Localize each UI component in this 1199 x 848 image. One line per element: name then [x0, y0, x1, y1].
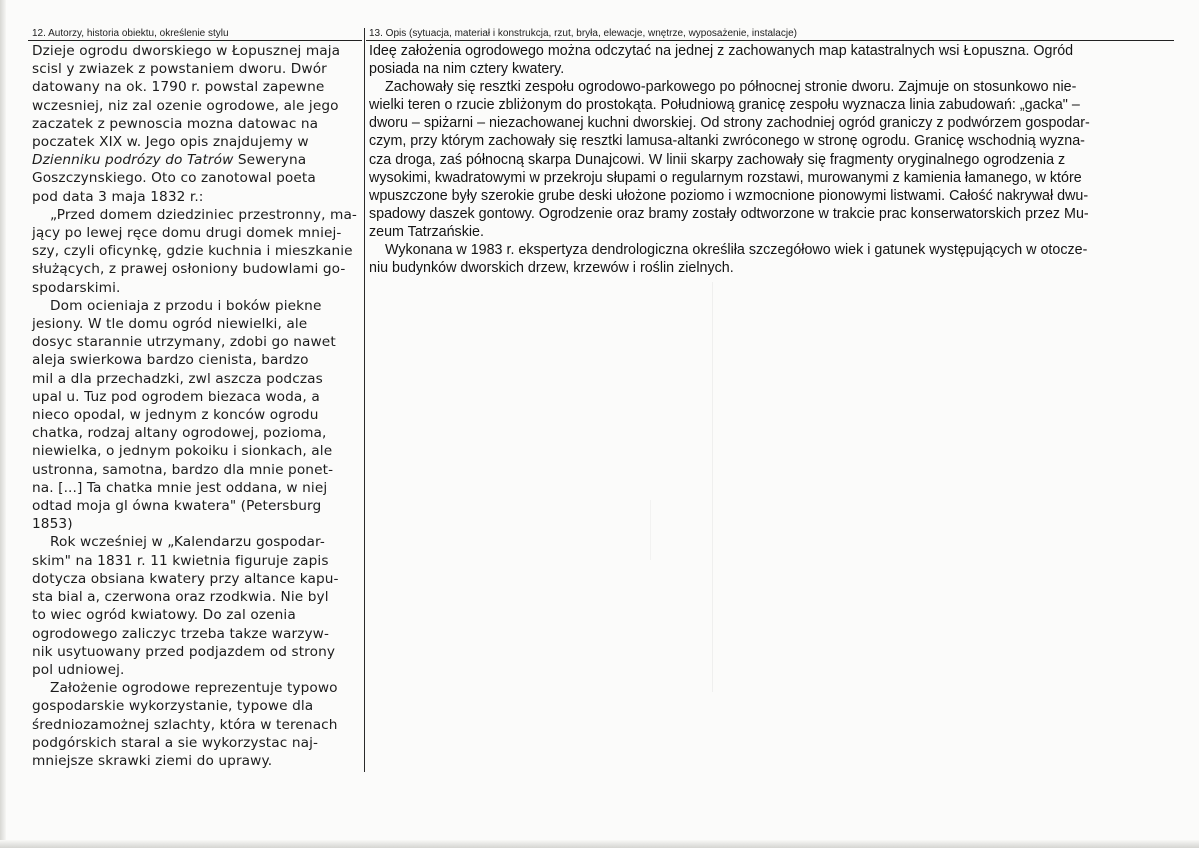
text-line: wczesniej, niz zal ozenie ogrodowe, ale jego — [32, 97, 339, 114]
text-line: spadowy daszek gontowy. Ogrodzenie oraz bramy zostały odtworzone w trakcie prac konserwatorskich przez Mu- — [369, 205, 1089, 222]
text-line — [32, 151, 362, 169]
book-title: Dzienniku podrózy do Tatrów — [32, 152, 234, 169]
text-line: wpuszczone były szerokie grube deski ułożone poziomo i wzmocnione pionowymi listwami. Całość nakrywał dwu- — [369, 187, 1089, 204]
text-line: służących, z prawej osłoniony budowlami go- — [32, 261, 346, 278]
description-section-body[interactable] — [366, 42, 1159, 277]
history-section — [28, 28, 362, 770]
text-line: skim" na 1831 r. 11 kwietnia figuruje zapis — [32, 552, 329, 569]
text-line: chatka, rodzaj altany ogrodowej, pozioma, — [32, 425, 327, 442]
text-line: datowany na ok. 1790 r. powstal zapewne — [32, 79, 325, 96]
text-line: Rok wcześniej w „Kalendarzu gospodar- — [50, 534, 325, 551]
text-line: Zachowały się resztki zespołu ogrodowo-parkowego po północnej stronie dworu. Zajmuje on stosunkowo nie- — [385, 79, 1077, 96]
text-line: spodarskimi. — [32, 279, 121, 296]
text-line: nik usytuowany przed podjazdem od strony — [32, 643, 336, 660]
text-line: mniejsze skrawki ziemi do uprawy. — [32, 752, 273, 769]
text-line: poczatek XIX w. Jego opis znajdujemy w — [32, 134, 309, 151]
text-line: mil a dla przechadzki, zwl aszcza podczas — [32, 370, 323, 387]
text-line: ustronna, samotna, bardzo dla mnie ponet- — [32, 461, 334, 478]
text-line: pol udniowej. — [32, 661, 125, 678]
text-line: aleja swierkowa bardzo cienista, bardzo — [32, 352, 309, 369]
text-line: podgórskich staral a sie wykorzystac naj- — [32, 734, 319, 751]
text-line: to wiec ogród kwiatowy. Do zal ozenia — [32, 607, 296, 624]
text-line: nieco opodal, w jednym z konców ogrodu — [32, 407, 319, 424]
description-section — [366, 28, 1174, 277]
scan-artifact — [650, 500, 651, 560]
text-line: jesiony. W tle domu ogród niewielki, ale — [32, 316, 308, 333]
text-line: Wykonana w 1983 r. ekspertyza dendrologiczna określiła szczegółowo wiek i gatunek występujących w otocze- — [385, 242, 1088, 259]
text-line: Ideę założenia ogrodowego można odczytać na jednej z zachowanych map katastralnych wsi Łopuszna. Ogród — [369, 43, 1074, 59]
text-line: posiada na nim cztery kwatery. — [369, 61, 565, 78]
text-line: niu budynków dworskich drzew, krzewów i roślin zielnych. — [369, 260, 734, 277]
text-line: „Przed domem dziedziniec przestronny, ma- — [50, 206, 357, 223]
text-line: gospodarskie wykorzystanie, typowe dla — [32, 698, 314, 715]
text-line: zaczatek z pewnoscia mozna datowac na — [32, 115, 319, 132]
text-line: na. [...] Ta chatka mnie jest oddana, w niej — [32, 479, 328, 496]
text-line: dotycza obsiana kwatery przy altance kapu- — [32, 570, 339, 587]
text-line: pod data 3 maja 1832 r.: — [32, 188, 204, 205]
text-line: wysokimi, kwadratowymi w przekroju słupami o regularnym rozstawi, murowanymi z kamienia łamanego, w które — [369, 169, 1082, 186]
description-section-header: 13. Opis (sytuacja, materiał i konstrukcja, rzut, bryła, elewacje, wnętrze, wyposażenie, instalacje) — [366, 28, 1174, 41]
text-line: jący po lewej ręce domu drugi domek mniej- — [32, 225, 342, 242]
text-line: sta bial a, czerwona oraz rzodkwia. Nie byl — [32, 589, 329, 606]
text-line: Dom ocieniaja z przodu i boków piekne — [50, 297, 322, 314]
text-line: Dzieje ogrodu dworskiego w Łopusznej maja — [32, 43, 341, 59]
text-line: wielki teren o rzucie zbliżonym do prostokąta. Południową granicę zespołu wyznacza linia zabudowań: „gacka" – — [369, 97, 1080, 114]
text-line: niewielka, o jednym pokoiku i sionkach, ale — [32, 443, 333, 460]
text-line: dworu – spiżarni – niezachowanej kuchni dworskiej. Od strony zachodniej ogród graniczy z podwórzem gospodar- — [369, 115, 1090, 132]
text-line: zeum Tatrzańskie. — [369, 223, 484, 240]
history-section-body[interactable] — [28, 42, 362, 770]
scan-artifact — [712, 282, 713, 692]
text-line: Goszczynskiego. Oto co zanotowal poeta — [32, 170, 316, 187]
text-line: odtad moja gl ówna kwatera" (Petersburg — [32, 498, 322, 515]
history-section-header: 12. Autorzy, historia obiektu, określenie stylu — [28, 28, 362, 41]
text-line: ogrodowego zaliczyc trzeba takze warzyw- — [32, 625, 330, 642]
text-line: średniozamożnej szlachty, która w terenach — [32, 716, 338, 733]
text-line: cza droga, zaś północną skarpa Dunajcowi. W linii skarpy zachowały się fragmenty oryginalnego ogrodzenia z — [369, 151, 1066, 168]
text-line-rest: Seweryna — [233, 152, 307, 169]
page-edge-shadow — [0, 0, 6, 848]
text-line: czym, przy którym zachowały się resztki lamusa-altanki zwróconego w stronę ogrodu. Granicę wschodnią wyzna- — [369, 133, 1085, 150]
text-line: dosyc starannie utrzymany, zdobi go nawet — [32, 334, 336, 351]
text-line: Założenie ogrodowe reprezentuje typowo — [50, 680, 338, 697]
text-line: 1853) — [32, 516, 73, 533]
page-bottom-shadow — [0, 840, 1199, 848]
text-line: upal u. Tuz pod ogrodem biezaca woda, a — [32, 388, 320, 405]
text-line: szy, czyli oficynkę, gdzie kuchnia i mieszkanie — [32, 243, 353, 260]
column-divider — [364, 28, 365, 772]
text-line: scisl y zwiazek z powstaniem dworu. Dwór — [32, 61, 327, 78]
